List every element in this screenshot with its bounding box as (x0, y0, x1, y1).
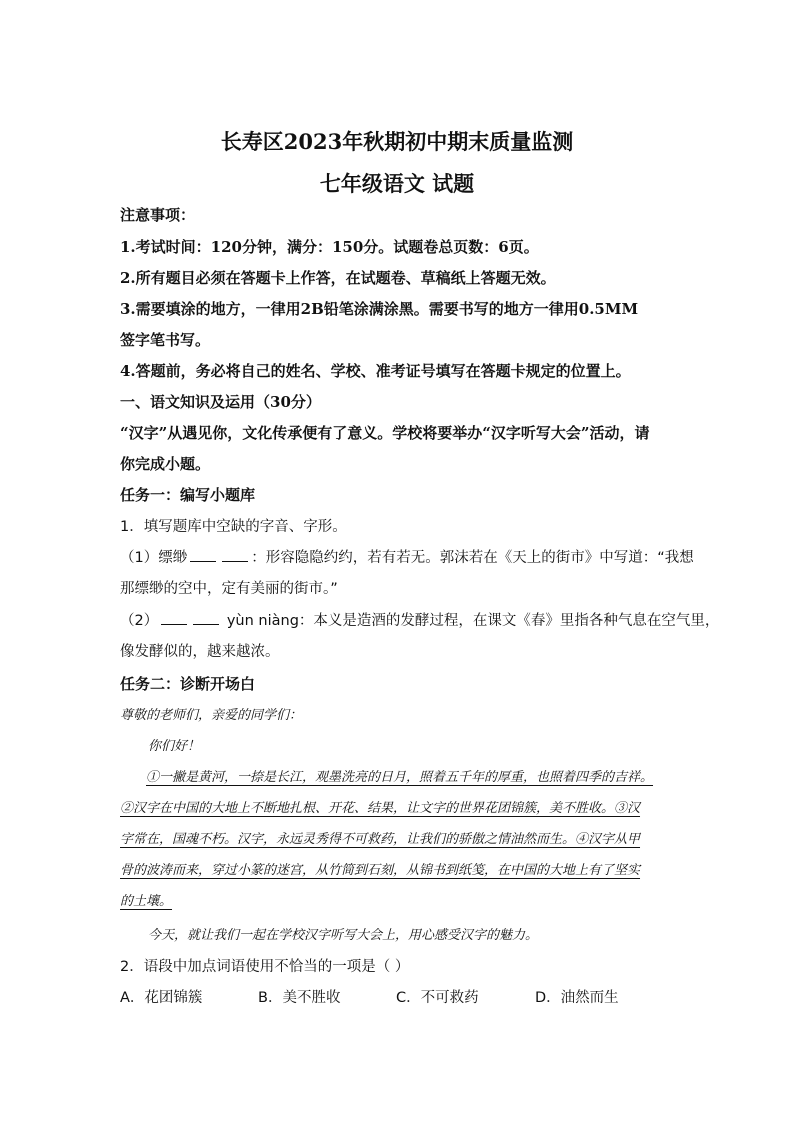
task2-heading: 任务二：诊断开场白 (120, 675, 256, 693)
speech-paragraph-line: ②汉字在中国的大地上不断地扎根、开花、结果，让文字的世界花团锦簇，美不胜收。③汉 (120, 801, 641, 816)
exam-subtitle: 七年级语文 试题 (319, 171, 475, 196)
notice-item: 签字笔书写。 (120, 331, 211, 349)
notice-item: 4.答题前，务必将自己的姓名、学校、准考证号填写在答题卡规定的位置上。 (120, 362, 631, 380)
speech-hello: 你们好！ (148, 739, 201, 754)
notice-item: 2.所有题目必须在答题卡上作答，在试题卷、草稿纸上答题无效。 (120, 269, 556, 287)
speech-paragraph-line: 字常在，国魂不朽。汉字，永远灵秀得不可救药，让我们的骄傲之情油然而生。④汉字从甲 (120, 832, 641, 847)
section-heading: 一、语文知识及运用（30分） (120, 393, 321, 411)
question-1-item-1 (120, 547, 694, 569)
exam-title: 长寿区2023年秋期初中期末质量监测 (220, 129, 574, 154)
notice-item: 1.考试时间：120分钟，满分：150分。试题卷总页数：6页。 (120, 238, 539, 256)
pinyin-blank[interactable] (190, 547, 216, 562)
section-intro: 你完成小题。 (120, 455, 211, 473)
notice-item: 3.需要填涂的地方，一律用2B铅笔涂满涂黑。需要书写的地方一律用0.5MM (120, 300, 639, 318)
speech-greeting: 尊敬的老师们，亲爱的同学们： (120, 708, 303, 723)
option-a[interactable]: A．花团锦簇 (120, 990, 203, 1006)
option-d[interactable]: D．油然而生 (535, 990, 619, 1006)
speech-paragraph-line: 骨的波涛而来，穿过小篆的迷宫，从竹简到石刻，从锦书到纸笺，在中国的大地上有了坚实 (120, 863, 641, 878)
option-c[interactable]: C．不可救药 (396, 990, 479, 1006)
question-1-item-2-cont: 像发酵似的，越来越浓。 (120, 644, 280, 660)
option-b[interactable]: B．美不胜收 (258, 990, 341, 1006)
task1-heading: 任务一：编写小题库 (120, 486, 256, 504)
section-intro: “汉字”从遇见你，文化传承便有了意义。学校将要举办“汉字听写大会”活动，请 (120, 424, 650, 442)
question-2-stem: 2．语段中加点词语使用不恰当的一项是（ ） (120, 959, 410, 975)
character-blank[interactable] (161, 610, 187, 625)
item-2-prefix: （2） (120, 613, 159, 629)
question-1-item-2 (120, 610, 720, 632)
notice-heading: 注意事项： (120, 206, 196, 224)
item-1-suffix: ：形容隐隐约约，若有若无。郭沫若在《天上的街市》中写道：“我想 (251, 550, 694, 566)
speech-paragraph-line: 的土壤。 (120, 894, 173, 909)
speech-closing: 今天，就让我们一起在学校汉字听写大会上，用心感受汉字的魅力。 (148, 928, 539, 943)
item-2-suffix: yùn niàng：本义是造酒的发酵过程，在课文《春》里指各种气息在空气里， (222, 613, 720, 629)
speech-paragraph-line: ①一撇是黄河，一捺是长江，观墨洗亮的日月，照着五千年的厚重，也照着四季的吉祥。 (146, 770, 654, 785)
item-1-prefix: （1）缥缈 (120, 550, 188, 566)
character-blank[interactable] (193, 610, 219, 625)
question-1-item-1-cont: 那缥缈的空中，定有美丽的街市。” (120, 581, 338, 597)
pinyin-blank[interactable] (222, 547, 248, 562)
question-1-stem: 1．填写题库中空缺的字音、字形。 (120, 519, 347, 535)
